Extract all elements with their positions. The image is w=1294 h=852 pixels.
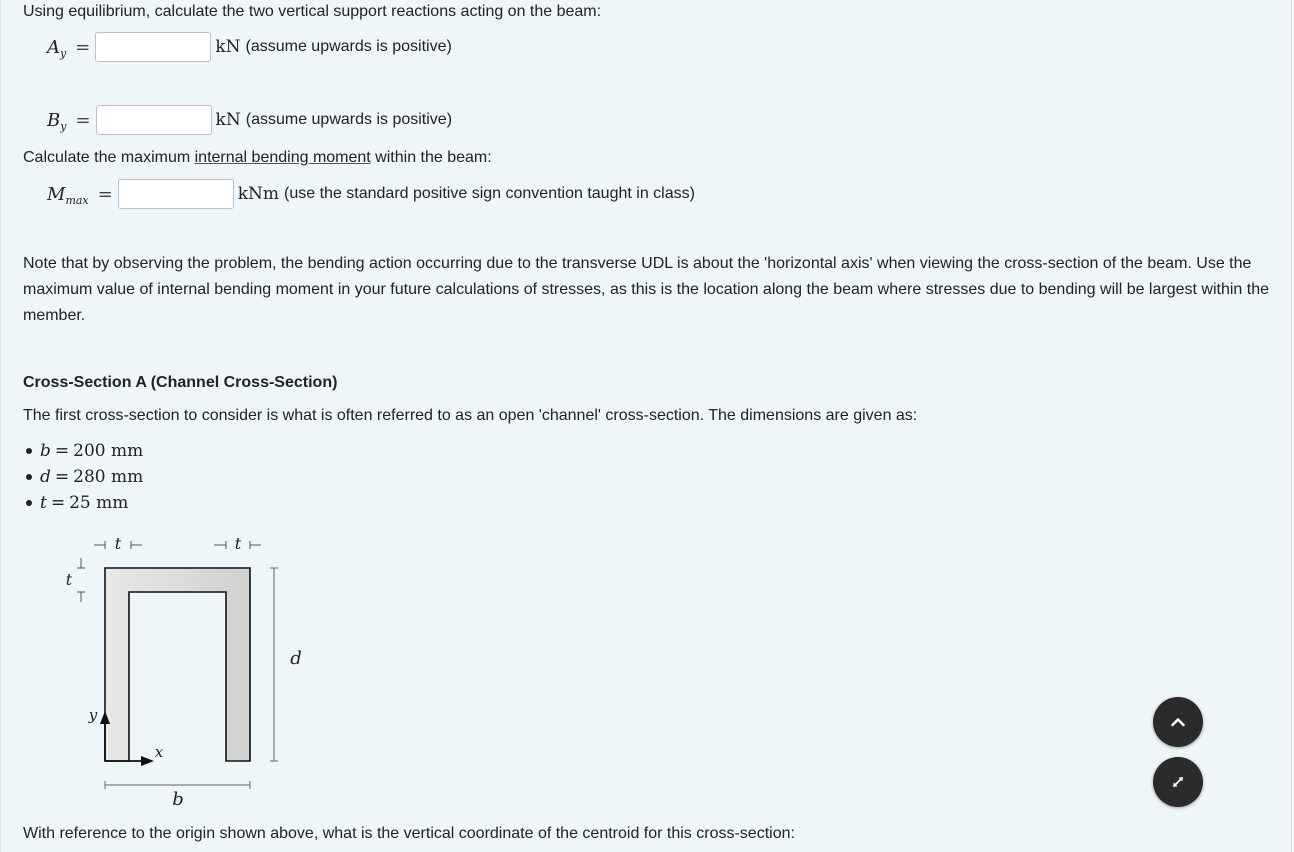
equals-sign: = <box>97 183 113 205</box>
dim-d-label: d <box>290 648 302 669</box>
dim-t-flange <box>77 558 85 602</box>
channel-cross-section-diagram <box>1 0 1294 852</box>
expand-arrows-icon <box>1169 773 1187 791</box>
reaction-b-label: $B_y$ <box>47 109 67 133</box>
centroid-question-text: With reference to the origin shown above, what is the vertical coordinate of the centroid for this cross-section: <box>23 825 795 842</box>
y-axis-label: y <box>88 706 98 724</box>
note-paragraph: Note that by observing the problem, the bending action occurring due to the transverse UDL is about the 'horizontal axis' when viewing the cross-section of the beam. Use the maximum value of internal bending moment in your future calculations of stresses, as this is the location along the beam where stresses due to bending will be largest within the member. <box>23 255 1269 324</box>
reaction-b-note: (assume upwards is positive) <box>245 111 453 128</box>
reaction-a-label: $A_y$ <box>47 36 67 60</box>
dim-t-right-label: t <box>234 534 242 553</box>
equals-sign: = <box>75 36 91 58</box>
moment-note: (use the standard positive sign convention taught in class) <box>284 185 695 202</box>
scroll-to-top-button[interactable] <box>1153 697 1203 747</box>
dim-b-line <box>105 781 250 789</box>
moment-question-text: Calculate the maximum internal bending moment within the beam: <box>23 149 492 166</box>
reaction-b-unit: kN <box>215 110 241 130</box>
section-intro: The first cross-section to consider is what is often referred to as an open 'channel' cross-section. The dimensions are given as: <box>23 407 918 424</box>
moment-label: $M_{max}$ <box>47 183 89 207</box>
moment-unit: kNm <box>237 184 280 204</box>
dim-b-label: b <box>172 789 184 810</box>
list-item: b = 200 mm <box>23 438 143 464</box>
chevron-up-icon <box>1169 713 1187 731</box>
expand-button[interactable] <box>1153 757 1203 807</box>
channel-section-shape <box>105 568 250 761</box>
dim-t-flange-label: t <box>65 570 73 589</box>
dim-d-line <box>270 568 278 761</box>
list-item: d = 280 mm <box>23 464 143 490</box>
internal-bending-moment-link[interactable]: internal bending moment <box>194 149 371 166</box>
reaction-a-note: (assume upwards is positive) <box>245 38 452 55</box>
reaction-a-unit: kN <box>215 37 241 57</box>
intro-question-text: Using equilibrium, calculate the two vertical support reactions acting on the beam: <box>23 3 602 20</box>
dim-t-left-label: t <box>114 534 122 553</box>
section-heading: Cross-Section A (Channel Cross-Section) <box>23 374 338 391</box>
equals-sign: = <box>75 109 91 131</box>
x-axis-label: x <box>154 743 164 761</box>
list-item: t = 25 mm <box>23 490 143 516</box>
